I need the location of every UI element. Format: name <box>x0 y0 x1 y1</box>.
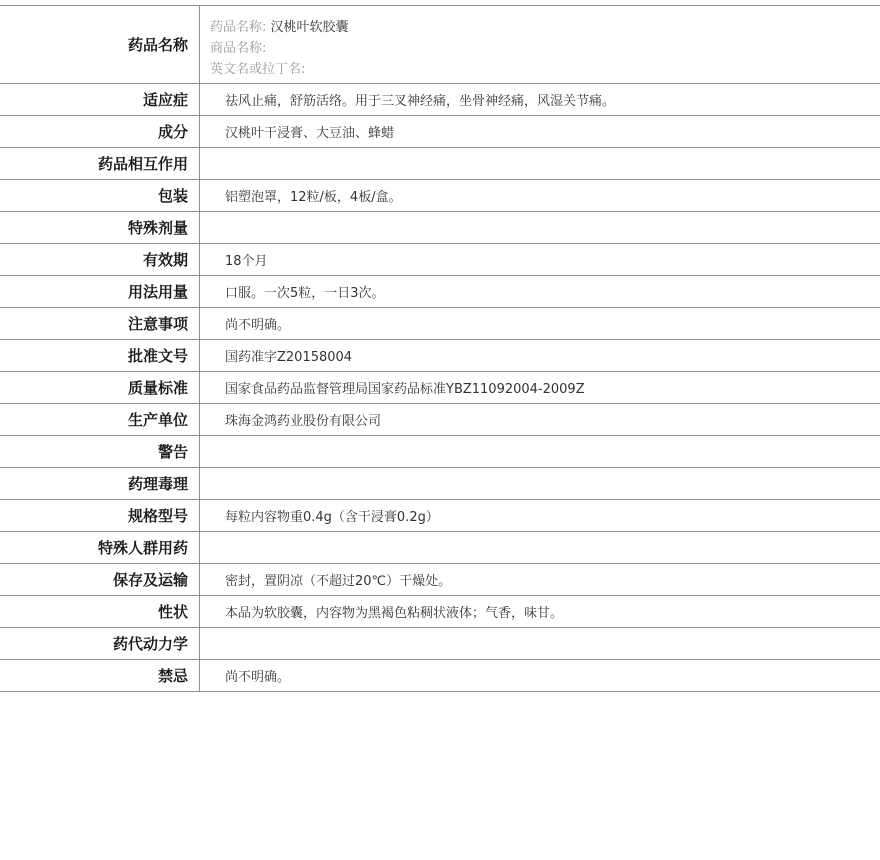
spec-row-pharmacokinetics <box>0 628 880 660</box>
spec-row-approval-number <box>0 340 880 372</box>
spec-row-packaging <box>0 180 880 212</box>
spec-value: 尚不明确。 <box>225 318 291 333</box>
spec-row-special-dosage <box>0 212 880 244</box>
spec-row-storage <box>0 564 880 596</box>
spec-value <box>200 212 880 243</box>
spec-label: 警告 <box>0 436 200 467</box>
spec-label: 药理毒理 <box>0 468 200 499</box>
spec-value <box>200 628 880 659</box>
spec-label: 特殊人群用药 <box>0 532 200 563</box>
drug-name-block <box>200 6 880 83</box>
spec-row-quality-standard <box>0 372 880 404</box>
spec-label: 性状 <box>0 596 200 627</box>
latin-name-key: 英文名或拉丁名: <box>210 62 306 77</box>
spec-value: 密封，置阴凉（不超过20℃）干燥处。 <box>225 574 452 589</box>
spec-value: 汉桃叶干浸膏、大豆油、蜂蜡 <box>225 126 395 141</box>
spec-row-shelf-life <box>0 244 880 276</box>
trade-name-key: 商品名称: <box>210 41 267 56</box>
spec-value <box>200 468 880 499</box>
spec-value: 18个月 <box>225 254 268 269</box>
spec-row-contraindications <box>0 660 880 692</box>
spec-value <box>200 532 880 563</box>
spec-row-special-populations <box>0 532 880 564</box>
spec-value <box>200 148 880 179</box>
spec-row-ingredients <box>0 116 880 148</box>
spec-label: 包装 <box>0 180 200 211</box>
spec-value: 国家食品药品监督管理局国家药品标准YBZ11092004-2009Z <box>225 382 585 397</box>
spec-label: 药代动力学 <box>0 628 200 659</box>
spec-row-precautions <box>0 308 880 340</box>
spec-label: 有效期 <box>0 244 200 275</box>
spec-row-description <box>0 596 880 628</box>
spec-value: 珠海金鸿药业股份有限公司 <box>225 414 382 429</box>
spec-row-manufacturer <box>0 404 880 436</box>
drug-spec-table <box>0 5 880 692</box>
spec-row-warning <box>0 436 880 468</box>
spec-label: 批准文号 <box>0 340 200 371</box>
spec-value: 铝塑泡罩，12粒/板，4板/盒。 <box>225 190 402 205</box>
spec-label: 适应症 <box>0 84 200 115</box>
latin-name-line <box>210 59 880 80</box>
drug-name-label: 药品名称 <box>0 6 200 83</box>
spec-label: 用法用量 <box>0 276 200 307</box>
spec-value: 口服。一次5粒，一日3次。 <box>225 286 385 301</box>
drug-name-row <box>0 6 880 84</box>
generic-name-line <box>210 17 880 38</box>
spec-row-pharmacology <box>0 468 880 500</box>
spec-value <box>200 436 880 467</box>
spec-label: 保存及运输 <box>0 564 200 595</box>
trade-name-line <box>210 38 880 59</box>
spec-label: 质量标准 <box>0 372 200 403</box>
spec-row-indications <box>0 84 880 116</box>
spec-label: 特殊剂量 <box>0 212 200 243</box>
spec-label: 成分 <box>0 116 200 147</box>
spec-row-interactions <box>0 148 880 180</box>
spec-value: 每粒内容物重0.4g（含干浸膏0.2g） <box>225 510 439 525</box>
spec-label: 注意事项 <box>0 308 200 339</box>
generic-name-key: 药品名称: <box>210 20 267 35</box>
spec-row-dosage <box>0 276 880 308</box>
spec-label: 药品相互作用 <box>0 148 200 179</box>
spec-value: 祛风止痛，舒筋活络。用于三叉神经痛，坐骨神经痛，风湿关节痛。 <box>225 94 616 109</box>
spec-label: 禁忌 <box>0 660 200 691</box>
spec-value: 本品为软胶囊，内容物为黑褐色粘稠状液体；气香，味甘。 <box>225 606 564 621</box>
spec-row-specification <box>0 500 880 532</box>
spec-value: 尚不明确。 <box>225 670 291 685</box>
spec-label: 生产单位 <box>0 404 200 435</box>
spec-label: 规格型号 <box>0 500 200 531</box>
spec-value: 国药准字Z20158004 <box>225 350 353 365</box>
generic-name-value: 汉桃叶软胶囊 <box>270 20 349 35</box>
